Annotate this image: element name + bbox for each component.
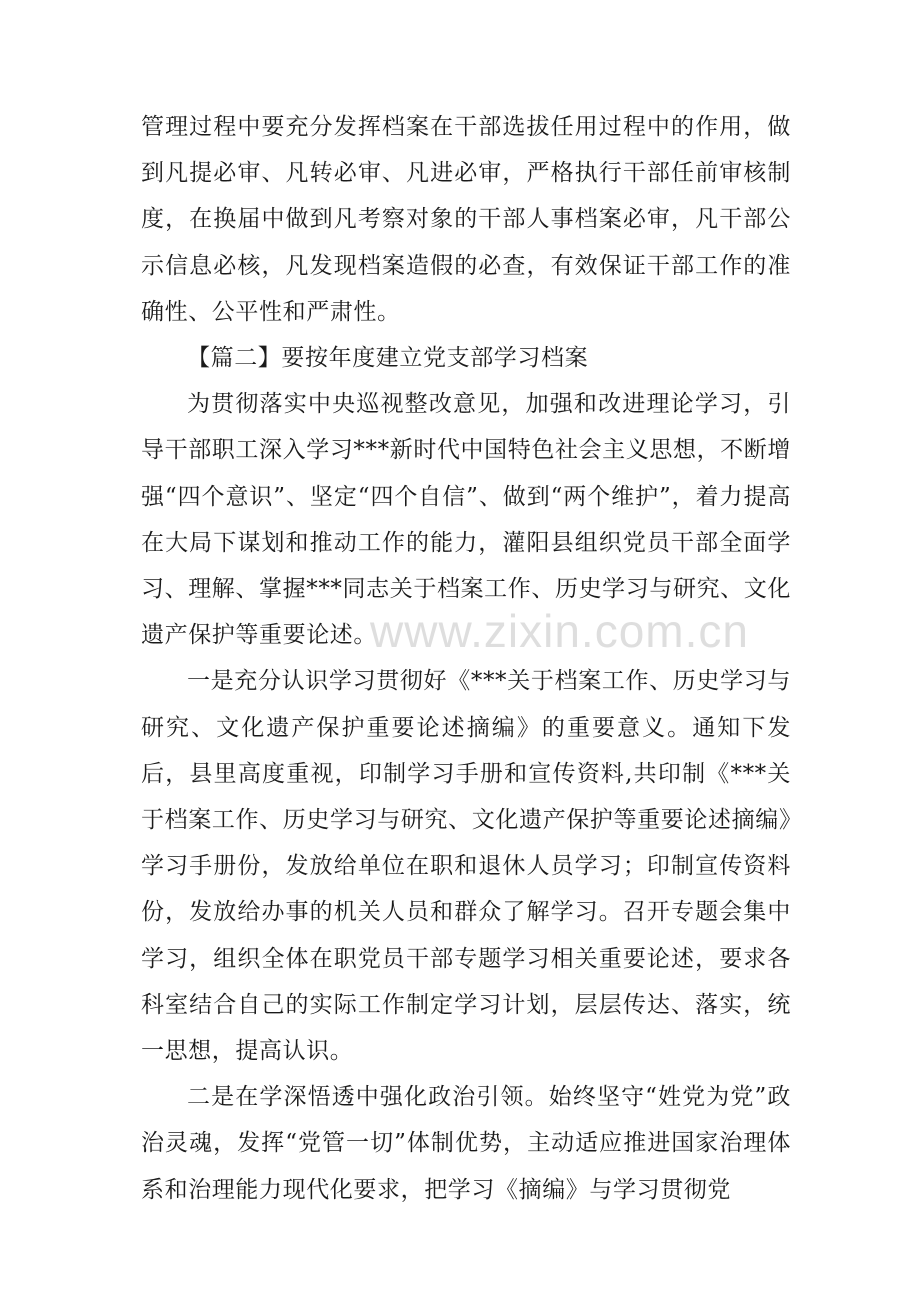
point-two-paragraph: 二是在学深悟透中强化政治引领。始终坚守“姓党为党”政治灵魂，发挥“党管一切”体制优势，主动适应推进国家治理体系和治理能力现代化要求，把学习《摘编》与学习贯彻党 [141,1084,791,1203]
point-one-paragraph: 一是充分认识学习贯彻好《***关于档案工作、历史学习与研究、文化遗产保护重要论述摘编》的重要意义。通知下发后，县里高度重视，印制学习手册和宣传资料,共印制《***关于档案工作、历史学习与研究、文化遗产保护等重要论述摘编》学习手册份，发放给单位在职和退休人员学习；印制宣传资料份，发放给办事的机关人员和群众了解学习。召开专题会集中学习，组织全体在职党员干部专题学习相关重要论述，要求各科室结合自己的实际工作制定学习计划，层层传达、落实，统一思想，提高认识。 [141,668,791,1065]
continued-paragraph: 管理过程中要充分发挥档案在干部选拔任用过程中的作用，做到凡提必审、凡转必审、凡进必审，严格执行干部任前审核制度，在换届中做到凡考察对象的干部人事档案必审，凡干部公示信息必核，凡发现档案造假的必查，有效保证干部工作的准确性、公平性和严肃性。 [141,114,791,325]
intro-paragraph: 为贯彻落实中央巡视整改意见，加强和改进理论学习，引导干部职工深入学习***新时代中国特色社会主义思想，不断增强“四个意识”、坚定“四个自信”、做到“两个维护”，着力提高在大局下谋划和推动工作的能力，灌阳县组织党员干部全面学习、理解、掌握***同志关于档案工作、历史学习与研究、文化遗产保护等重要论述。 [141,391,791,649]
document-body [141,104,791,1213]
watermark: www.zixin.com.cn [370,605,749,657]
section-heading: 【篇二】要按年度建立党支部学习档案 [187,345,589,372]
